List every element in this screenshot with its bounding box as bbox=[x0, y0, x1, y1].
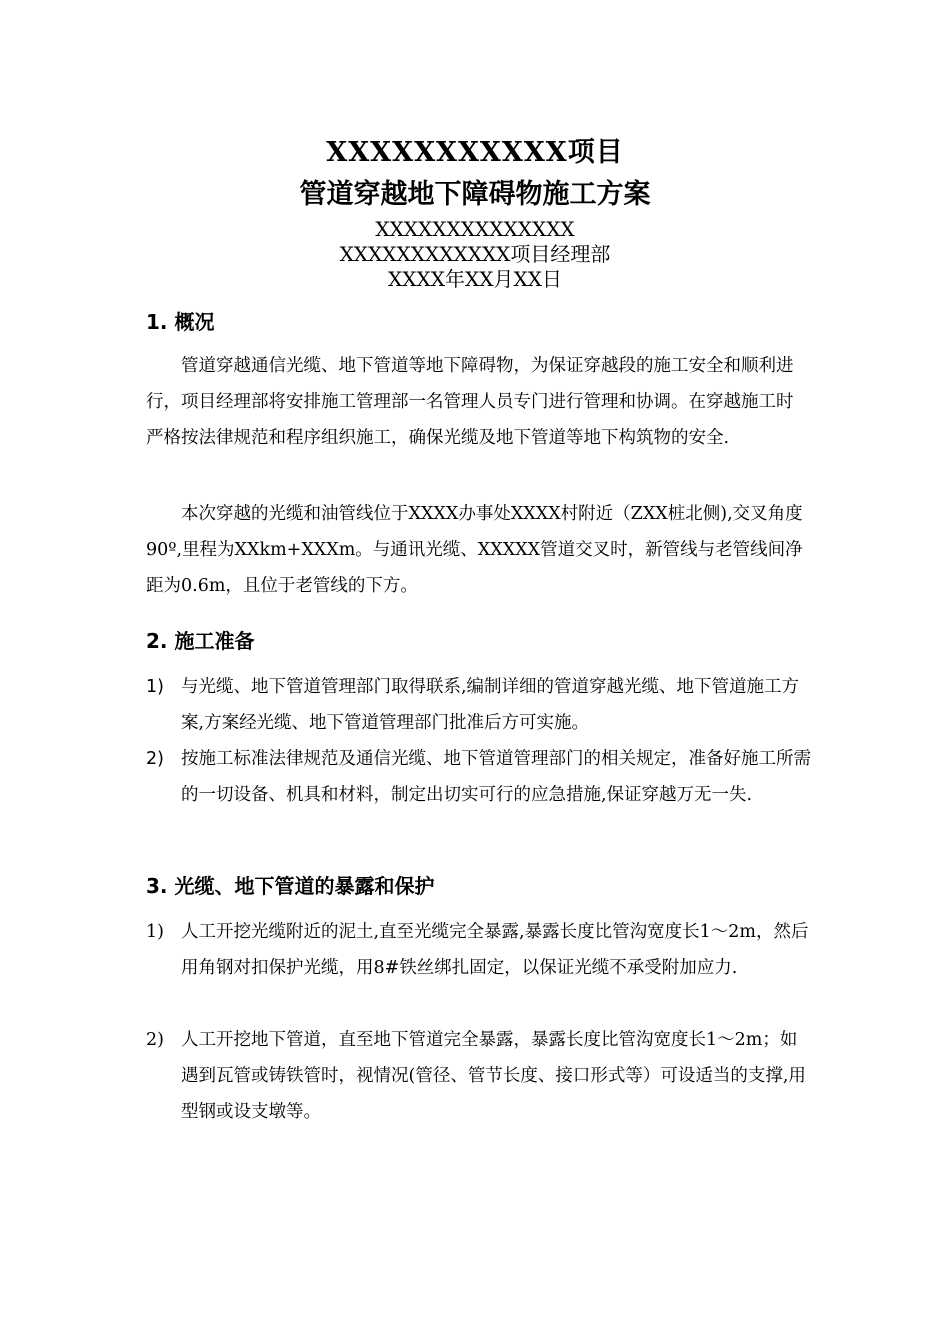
list-item-text: 人工开挖地下管道，直至地下管道完全暴露，暴露长度比管沟宽度长1～2m；如遇到瓦管或铸铁管时，视情况(管径、管节长度、接口形式等）可设适当的支撑,用型钢或设支墩等。 bbox=[181, 1030, 806, 1122]
list-item-number: 1) bbox=[146, 677, 164, 697]
section-heading-exposure-protection: 3. 光缆、地下管道的暴露和保护 bbox=[146, 874, 435, 898]
document-title-plan: 管道穿越地下障碍物施工方案 bbox=[299, 179, 651, 210]
list-item-number: 1) bbox=[146, 922, 164, 942]
overview-paragraph: 管道穿越通信光缆、地下管道等地下障碍物，为保证穿越段的施工安全和顺利进行，项目经理部将安排施工管理部一名管理人员专门进行管理和协调。在穿越施工时严格按法律规范和程序组织施工，确保光缆及地下管道等地下构筑物的安全. bbox=[146, 356, 794, 448]
company-name: XXXXXXXXXXXXXX bbox=[375, 217, 575, 241]
list-item bbox=[146, 741, 816, 813]
list-item bbox=[146, 669, 816, 741]
section-heading-preparation: 2. 施工准备 bbox=[146, 629, 255, 653]
department-name: XXXXXXXXXXXX项目经理部 bbox=[339, 242, 611, 266]
list-item bbox=[146, 1022, 816, 1130]
list-item-text: 与光缆、地下管道管理部门取得联系,编制详细的管道穿越光缆、地下管道施工方案,方案经光缆、地下管道管理部门批准后方可实施。 bbox=[181, 677, 800, 733]
list-item-number: 2) bbox=[146, 749, 164, 769]
list-item bbox=[146, 914, 816, 986]
document-date: XXXX年XX月XX日 bbox=[388, 267, 562, 291]
document-title-project: XXXXXXXXXXX项目 bbox=[326, 137, 624, 168]
list-item-text: 人工开挖光缆附近的泥土,直至光缆完全暴露,暴露长度比管沟宽度长1～2m，然后用角钢对扣保护光缆，用8#铁丝绑扎固定，以保证光缆不承受附加应力. bbox=[181, 922, 809, 978]
overview-paragraph: 本次穿越的光缆和油管线位于XXXX办事处XXXX村附近（ZXX桩北侧),交叉角度90º,里程为XXkm+XXXm。与通讯光缆、XXXXX管道交叉时，新管线与老管线间净距为0.6m，且位于老管线的下方。 bbox=[146, 504, 803, 596]
section-heading-overview: 1. 概况 bbox=[146, 310, 215, 334]
list-item-number: 2) bbox=[146, 1030, 164, 1050]
list-item-text: 按施工标准法律规范及通信光缆、地下管道管理部门的相关规定，准备好施工所需的一切设备、机具和材料，制定出切实可行的应急措施,保证穿越万无一失. bbox=[181, 749, 811, 805]
